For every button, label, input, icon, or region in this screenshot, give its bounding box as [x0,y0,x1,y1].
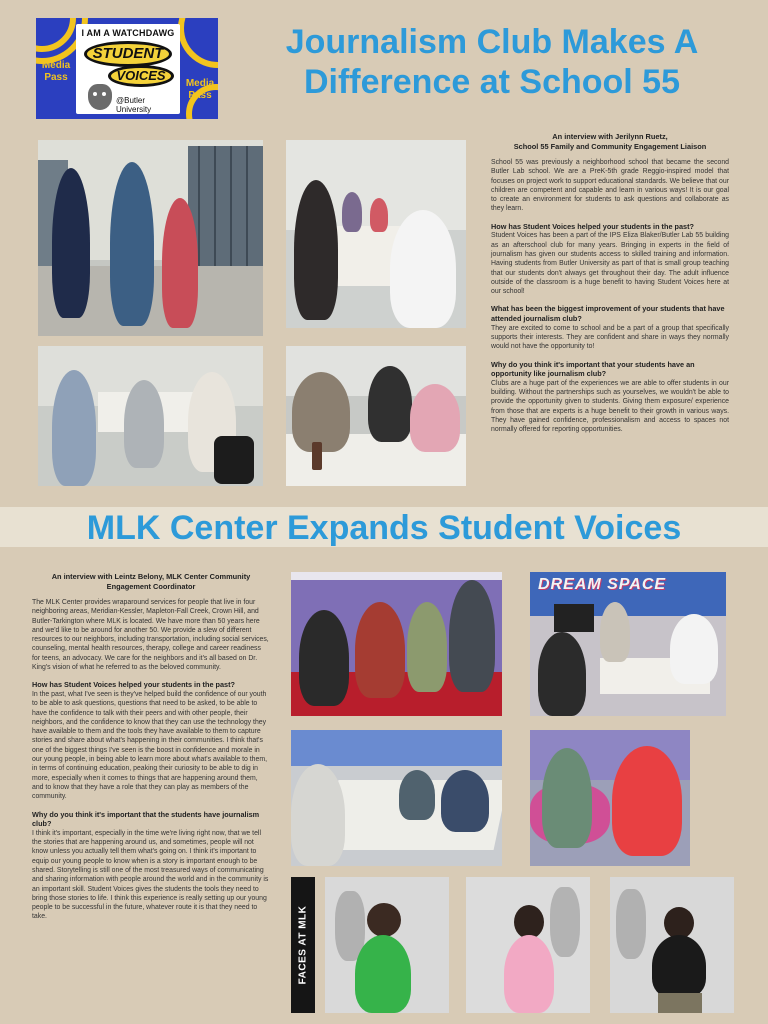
interview-answer: Student Voices has been a part of the IPS Eliza Blaker/Butler Lab 55 building as an afterschool club for many years. Bringing in experts in the field of journalism has given our students access to skilled training and information. Having students from Butler University as part of that is small group teaching that our students don't always get throughout their day. The adult influence outside of the classroom is a huge benefit to having Student Voices here at our school! [491,232,729,296]
interview-header: An interview with Leintz Belony, MLK Center Community Engagement Coordinator [51,572,251,591]
photo-group-table [286,346,466,486]
student-voices-logo [36,18,218,119]
interview-intro: School 55 was previously a neighborhood school that became the second Butler Lab school. We are a PreK-5th grade Reggio-inspired model that focuses on project work to support educational standards. We believe that our children are competent and capable and learn in various ways! It is our goal to create an environment for students to ask questions and collaborate as they learn. [491,159,729,213]
interview-question: What has been the biggest improvement of your students that have attended journalism club? [491,304,725,324]
interview-answer: Clubs are a huge part of the experiences we are able to offer students in our building. Without the partnerships such as yourselves, we wouldn't be able to provide the opportunity given to students. Giving them exposure/ experience from those that are experts is a huge benefit to their growth in various ways. They have gained confidence, professionalism and access to spaces not normally offered for reporting opportunities. [491,379,729,434]
logo-tagline: I AM A WATCHDAWG [81,28,175,38]
logo-word-voices: VOICES [108,65,174,87]
logo-word-student: STUDENT [84,41,172,67]
interview-question: Why do you think it's important that your students have an opportunity like journalism club? [491,359,695,379]
mural-text: DREAM SPACE [538,576,667,593]
faces-at-mlk-label: FACES AT MLK [291,877,315,1013]
media-pass-right: Media Pass [185,78,215,101]
photo-dream-space-room [530,572,726,716]
portrait-student-black-shirt [610,877,734,1013]
photo-purple-room-group [291,572,502,716]
logo-institution: @Butler University [116,96,152,114]
bulldog-mascot-icon [88,84,112,110]
swirl-decoration [178,18,218,68]
section1-title: Journalism Club Makes A Difference at School 55 [285,23,699,101]
interview-question: Why do you think it's important that the students have journalism club? [32,809,260,829]
interview-answer: They are excited to come to school and be a part of a group that specifically supports their interests. They are confident and share in ways they normally would not have the opportunity to! [491,324,729,351]
interview-question: How has Student Voices helped your students in the past? [32,680,235,690]
photo-classroom-interview [286,140,466,328]
logo-card [76,24,180,114]
photo-beanbag-interview [530,730,690,866]
interview-school55 [491,132,729,435]
photo-hallway-lockers [38,140,263,336]
photo-students-table [291,730,502,866]
interview-header: An interview with Jerilynn Ruetz, School 55 Family and Community Engagement Liaison [513,132,707,151]
interview-intro: The MLK Center provides wraparound services for people that live in four neighboring areas, Meridian-Kessler, Mapleton-Fall Creek, Crown Hill, and Butler-Tarkington where MLK is located. We have more than 50 years here and we'd like to be around for another 50. We provide a slew of different resources to our neighbors, including transportation, including social services, counseling, mental health resources, therapy, college and career readiness for teens, an advocacy. We care for the neighbors and it's all based on Dr. King's vision of what he referred to as the beloved community. [32,599,269,672]
interview-mlk-center [32,572,270,922]
interview-answer: In the past, what I've seen is they've helped build the confidence of our youth to be able to ask questions, questions that need to be asked, to be able to have the confidence to talk with their peers and with other people, their neighbors, and the confidence to know that they can use the technology they have available to them and the tools they have available to them to capture stories and share about what's happening in their communities. I think that's one of the biggest things I've seen is the boost in confidence and morale in our young people, in being able to learn more about what's available to them, in terms of continuing education, peaking their curiosity to be able to dig in more, especially when it comes to things that are happening around them, and to know that they have a role that they can play as members of the community. [32,690,267,801]
portrait-student-pink-shirt [466,877,590,1013]
interview-question: How has Student Voices helped your students in the past? [491,221,694,231]
portrait-student-green-shirt [325,877,449,1013]
section2-title: MLK Center Expands Student Voices [86,509,682,547]
media-pass-left: Media Pass [41,60,71,83]
photo-students-desks [38,346,263,486]
interview-answer: I think it's important, especially in the time we're living right now, that we tell the stories that are happening around us, and sometimes, people will not know unless you actually tell them what's going on. I think it's important to equip our young people to know when is a story is important enough to be shared. Storytelling is still one of the most treasured ways of communicating and sharing information with people around the world and in the community is an important skill. Student Voices gives the students the tools they need to bring those stories to life. I think this experience is really setting up our young people to be successful in the future, whatever route it is that they need to take. [32,829,269,921]
